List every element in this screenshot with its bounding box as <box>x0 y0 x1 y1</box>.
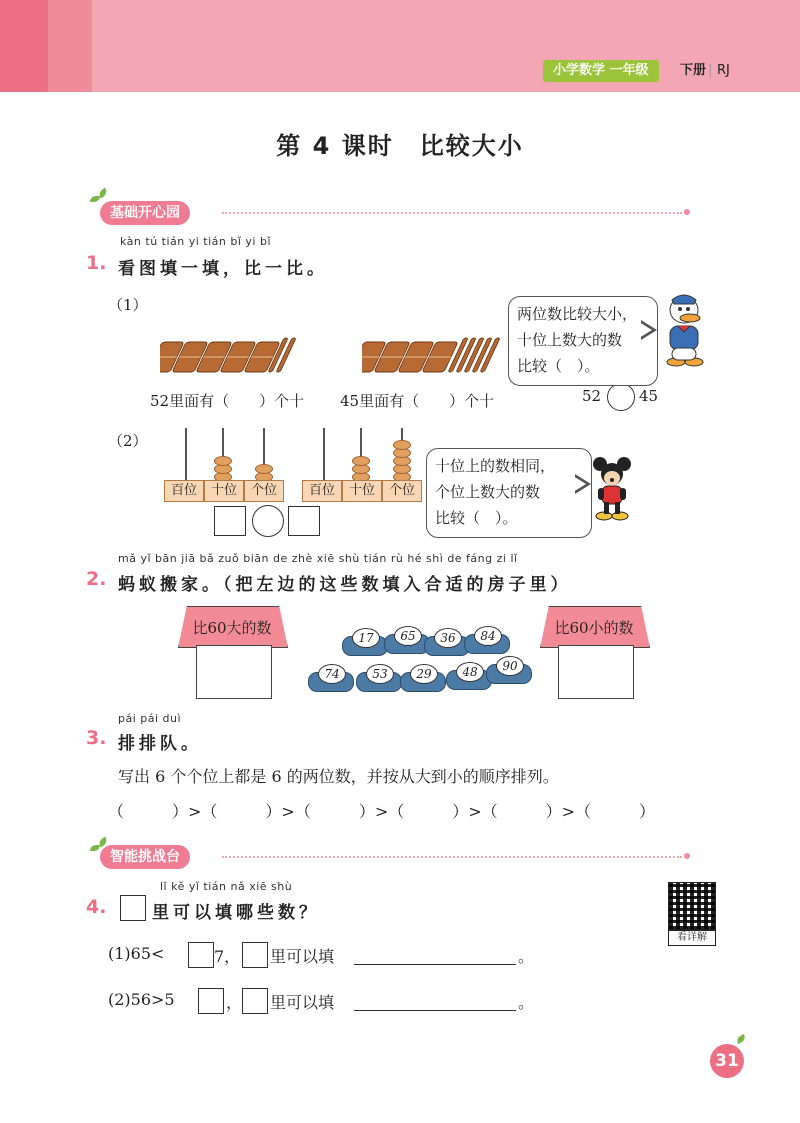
q1-pinyin: kàn tú tián yi tián bǐ yi bǐ <box>120 235 272 248</box>
ant-number: 53 <box>366 664 394 684</box>
edition-label: RJ <box>717 63 730 78</box>
q3-text: 排排队。 <box>118 734 202 754</box>
compare-circle[interactable] <box>607 383 635 411</box>
header-stripe <box>48 0 92 92</box>
house-box-greater[interactable] <box>196 645 272 699</box>
stick-bundles-45 <box>362 334 512 376</box>
section-divider <box>222 856 682 858</box>
q4-sub2-box2[interactable] <box>242 988 268 1014</box>
qr-label: 看详解 <box>668 930 716 946</box>
q4-sub1-box2[interactable] <box>242 942 268 968</box>
q4-sub1-prefix: (1)65< <box>108 944 165 963</box>
section-divider <box>222 212 682 214</box>
q3-pinyin: pái pái duì <box>118 712 182 725</box>
q4-sub1-answer-line[interactable] <box>354 964 516 965</box>
ant-number: 74 <box>318 664 346 684</box>
q4-pinyin: lǐ kě yǐ tián nǎ xiē shù <box>160 880 293 893</box>
q2-number: 2. <box>86 568 107 590</box>
ant-number: 65 <box>394 626 422 646</box>
bead <box>393 440 411 450</box>
q3-number: 3. <box>86 727 107 749</box>
q4-sub2-answer-line[interactable] <box>354 1010 516 1011</box>
q4-sub2-box[interactable] <box>198 988 224 1014</box>
leaf-icon <box>90 196 100 202</box>
house-box-less[interactable] <box>558 645 634 699</box>
q4-text: 里可以填哪些数？ <box>152 903 320 923</box>
abacus-rod <box>323 428 325 480</box>
compare-left-number: 52 <box>582 387 602 405</box>
ant-number: 29 <box>410 664 438 684</box>
abacus-right-labels <box>302 480 422 502</box>
bubble-tip <box>639 322 652 338</box>
abacus-left-labels <box>164 480 284 502</box>
place-label-hundreds: 百位 <box>164 480 204 502</box>
q4-sub2-mid: ， <box>226 993 243 1012</box>
hint-bubble-ones: 十位上的数相同， 个位上数大的数 比较（ ）。 <box>426 448 592 538</box>
q1-45-tens-blank[interactable]: 45里面有（ ）个十 <box>340 392 495 410</box>
divider-end-dot <box>684 209 690 215</box>
q1-part2-label: （2） <box>108 432 148 450</box>
answer-box-left[interactable] <box>214 506 246 536</box>
q4-number: 4. <box>86 896 107 918</box>
section-basic-title: 基础开心园 <box>100 201 190 225</box>
subject-grade-badge: 小学数学 一年级 <box>543 60 659 82</box>
leaf-icon <box>735 1034 747 1044</box>
q4-box-icon <box>120 895 146 921</box>
answer-box-right[interactable] <box>288 506 320 536</box>
ant-number: 90 <box>496 656 524 676</box>
header-separator: | <box>708 63 713 78</box>
ant-number: 17 <box>352 628 380 648</box>
place-label-ones: 个位 <box>382 480 422 502</box>
ant-number: 36 <box>434 628 462 648</box>
q4-sub2-end: 。 <box>518 993 535 1012</box>
divider-end-dot <box>684 853 690 859</box>
bead <box>214 456 232 466</box>
house-label-less: 比60小的数 <box>554 619 634 637</box>
abacus-rod <box>185 428 187 480</box>
place-label-tens: 十位 <box>342 480 382 502</box>
volume-label: 下册 <box>680 63 707 78</box>
q3-sequence-blanks[interactable]: （ ）>（ ）>（ ）>（ ）>（ ）>（ ） <box>108 802 656 821</box>
bubble-tip <box>573 476 586 492</box>
q1-number: 1. <box>86 252 107 274</box>
lesson-title: 第 4 课时 比较大小 <box>276 132 524 160</box>
place-label-hundreds: 百位 <box>302 480 342 502</box>
q1-text: 看图填一填，比一比。 <box>118 259 328 279</box>
stick-bundles-52 <box>160 334 305 376</box>
header-stripe <box>0 0 48 92</box>
q2-pinyin: mǎ yǐ bān jiā bǎ zuǒ biān de zhè xiē shù tián rù hé shì de fáng zi lǐ <box>118 552 518 565</box>
house-label-greater: 比60大的数 <box>192 619 272 637</box>
duck-character-icon <box>658 292 710 368</box>
bead <box>352 456 370 466</box>
leaf-icon <box>97 187 109 198</box>
compare-circle[interactable] <box>252 505 284 537</box>
compare-right-number: 45 <box>639 387 659 405</box>
bead <box>255 464 273 474</box>
q4-sub1-suffix: 里可以填 <box>270 947 335 966</box>
q4-sub2-suffix: 里可以填 <box>270 993 335 1012</box>
q3-instruction: 写出 6 个个位上都是 6 的两位数，并按从大到小的顺序排列。 <box>118 767 559 786</box>
q4-sub1-box[interactable] <box>188 942 214 968</box>
place-label-ones: 个位 <box>244 480 284 502</box>
page-number: 31 <box>710 1044 744 1078</box>
ant-number: 48 <box>456 662 484 682</box>
q2-text: 蚂蚁搬家。（把左边的这些数填入合适的房子里） <box>118 575 572 595</box>
mouse-character-icon <box>592 456 632 522</box>
q4-sub2-prefix: (2)56>5 <box>108 990 175 1009</box>
hint-bubble-tens: 两位数比较大小， 十位上数大的数 比较（ ）。 <box>508 296 658 386</box>
ant-number: 84 <box>474 626 502 646</box>
q1-part1-label: （1） <box>108 296 148 314</box>
leaf-icon <box>90 845 100 851</box>
qr-code-icon[interactable] <box>668 882 716 930</box>
q4-sub1-end: 。 <box>518 947 535 966</box>
place-label-tens: 十位 <box>204 480 244 502</box>
section-challenge-title: 智能挑战台 <box>100 845 190 869</box>
q1-52-tens-blank[interactable]: 52里面有（ ）个十 <box>150 392 305 410</box>
q4-sub1-mid: 7， <box>214 947 241 966</box>
